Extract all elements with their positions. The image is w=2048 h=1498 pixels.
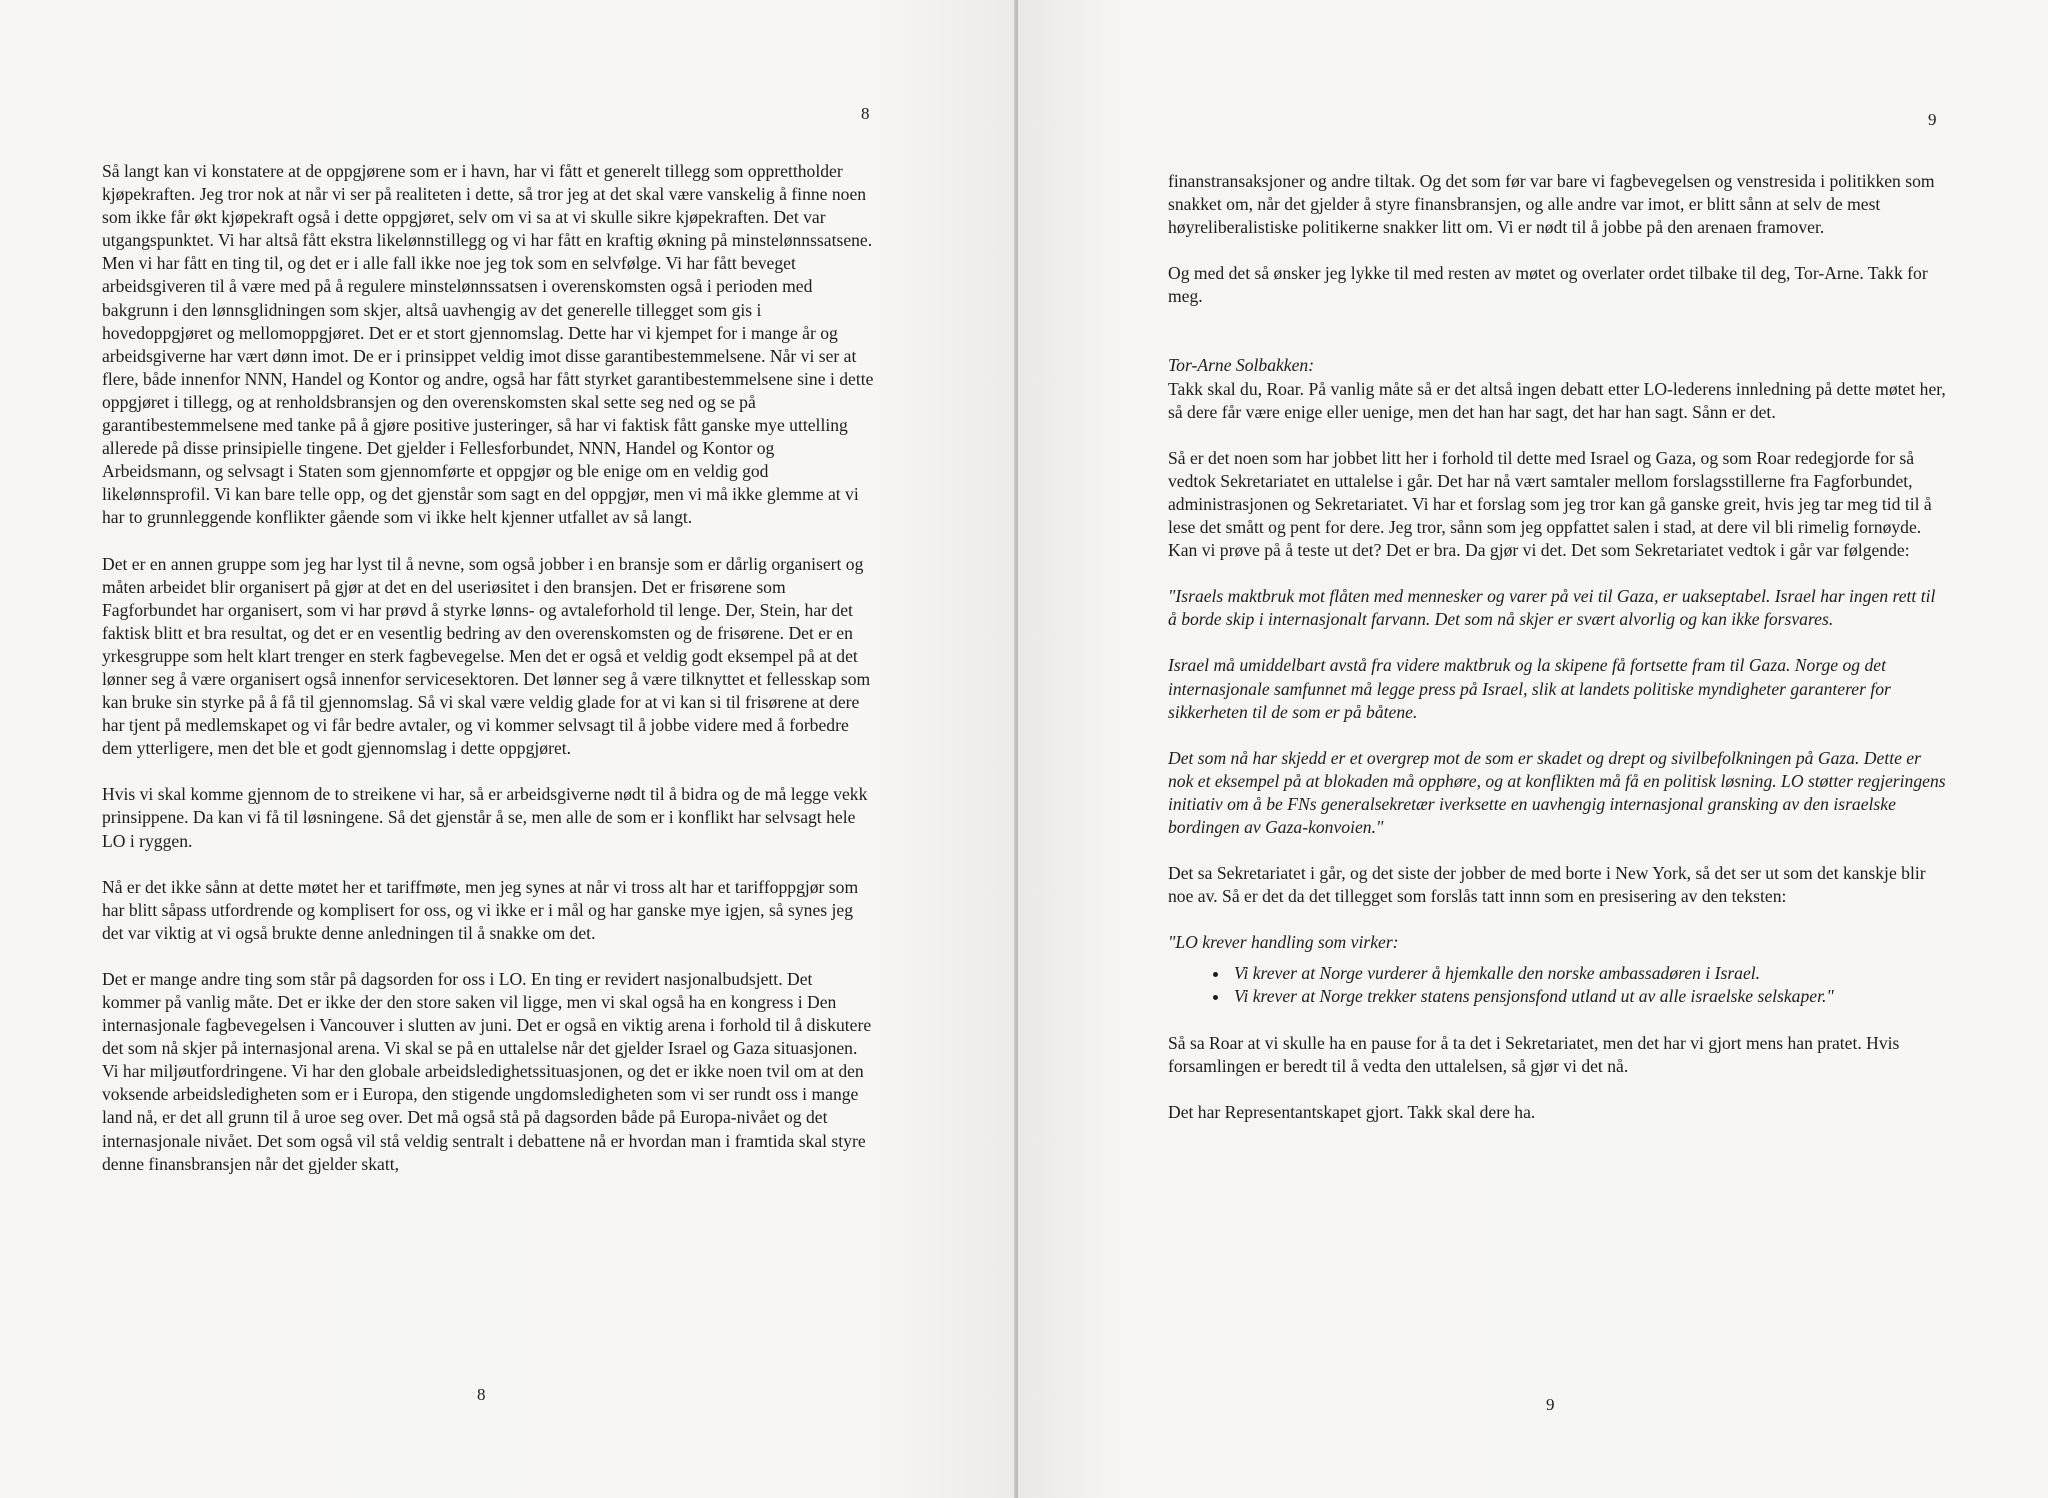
right-page-body [1168,170,1948,1147]
left-page-body [102,160,874,1199]
page-number-top: 9 [1928,110,1937,129]
list-item: • Vi krever at Norge vurderer å hjemkalle den norske ambassadøren i Israel. [1230,962,1948,985]
paragraph: Det sa Sekretariatet i går, og det siste der jobber de med borte i New York, så det ser ut som det kanskje blir noe av. Så er det da det tillegget som forslås tatt innn som en presisering av den teksten: [1168,863,1926,907]
paragraph: Nå er det ikke sånn at dette møtet her et tariffmøte, men jeg synes at når vi tross alt har et tariffoppgjør som har blitt såpass utfordrende og komplisert for oss, og vi ikke er i mål og har ganske mye igjen, så synes jeg det var viktig at vi også brukte denne anledningen til å snakke om det. [102,876,859,943]
paragraph: Det er en annen gruppe som jeg har lyst til å nevne, som også jobber i en bransje som er dårlig organisert og måten arbeidet blir organisert på gjør at det en del useriøsitet i den bransjen. Det er frisørene som Fagforbundet har organisert, som vi har prøvd å styrke lønns- og avtaleforhold til lenge. Der, Stein, har det faktisk blitt et bra resultat, og det er en vesentlig bedring av den overenskomsten og de frisørene. Det er en yrkesgruppe som helt klart trenger en sterk fagbevegelse. Men det er også et veldig godt eksempel på at det lønner seg å være organisert også innenfor servicesektoren. Det lønner seg å være tilknyttet et fellesskap som kan bruke sin styrke på å få til gjennomslag. Så vi skal være veldig glade for at vi kan si til frisørene at dere har tjent på medlemskapet og vi får bedre avtaler, og vi kommer selvsagt til å jobbe videre med å forbedre dem ytterligere, men det ble et godt gjennomslag i dette oppgjøret. [102,553,871,759]
quote-paragraph: Israel må umiddelbart avstå fra videre maktbruk og la skipene få fortsette fram til Gaza. Norge og det internasjonale samfunnet må legge press på Israel, slik at landets politiske myndigheter garanterer for sikkerheten til de som er på båtene. [1168,655,1891,722]
quote-paragraph: "Israels maktbruk mot flåten med mennesker og varer på vei til Gaza, er uakseptabel. Israel har ingen rett til å borde skip i internasjonalt farvann. Det som nå skjer er svært alvorlig og kan ikke forsvares. [1168,586,1936,630]
page-number-bottom: 9 [1546,1395,1555,1414]
demand-list [1168,962,1948,1008]
paragraph: Så langt kan vi konstatere at de oppgjørene som er i havn, har vi fått et generelt tillegg som opprettholder kjøpekraften. Jeg tror nok at når vi ser på realiteten i dette, så tror jeg at det skal være vanskelig å finne noen som ikke får økt kjøpekraft også i dette oppgjøret, selv om vi sa at vi skulle sikre kjøpekraften. Det var utgangspunktet. Vi har altså fått ekstra likelønnstillegg og vi har fått en kraftig økning på minstelønnssatsene. Men vi har fått en ting til, og det er i alle fall ikke noe jeg tok som en selvfølge. Vi har fått beveget arbeidsgiveren til å være med på å regulere minstelønnssatsen i overenskomsten også i perioden med bakgrunn i den lønnsglidningen som skjer, altså uavhengig av det generelle tillegget som gis i hovedoppgjøret og mellomoppgjøret. Det er et stort gjennomslag. Dette har vi kjempet for i mange år og arbeidsgiverne har vært dønn imot. De er i prinsippet veldig imot disse garantibestemmelsene. Når vi ser at flere, både innenfor NNN, Handel og Kontor og andre, også har fått styrket garantibestemmelsene sine i dette oppgjøret i tillegg, og at renholdsbransjen og den overenskomsten skal sette seg ned og se på garantibestemmelsene med tanke på å gjøre positive justeringer, så har vi faktisk fått ganske mye uttelling allerede på disse prinsipielle tingene. Det gjelder i Fellesforbundet, NNN, Handel og Kontor og Arbeidsmann, og selvsagt i Staten som gjennomførte et oppgjør og ble enige om en veldig god likelønnsprofil. Vi kan bare telle opp, og det gjenstår som sagt en del oppgjør, men vi må ikke glemme at vi har to grunnleggende konflikter gående som vi ikke helt kjenner utfallet av så langt. [102,161,874,528]
paragraph: finanstransaksjoner og andre tiltak. Og det som før var bare vi fagbevegelsen og venstresida i politikken som snakket om, når det gjelder å styre finansbransjen, og alle andre var imot, er blitt sånn at selv de mest høyreliberalistiske politikerne snakker litt om. Vi er nødt til å jobbe på den arenaen framover. [1168,171,1935,238]
paragraph: Og med det så ønsker jeg lykke til med resten av møtet og overlater ordet tilbake til deg, Tor-Arne. Takk for meg. [1168,263,1928,307]
paragraph: Så er det noen som har jobbet litt her i forhold til dette med Israel og Gaza, og som Roar redegjorde for så vedtok Sekretariatet en uttalelse i går. Det har nå vært samtaler mellom forslagsstillerne fra Fagforbundet, administrasjonen og Sekretariatet. Vi har et forslag som jeg tror kan gå ganske greit, hvis jeg tar meg tid til å lese det smått og pent for dere. Jeg tror, sånn som jeg oppfattet salen i stad, at dere vil bli rimelig fornøyde. Kan vi prøve på å teste ut det? Det er bra. Da gjør vi det. Det som Sekretariatet vedtok i går var følgende: [1168,447,1932,561]
page-number-bottom: 8 [477,1385,486,1404]
speaker-name: Tor-Arne Solbakken: [1168,355,1315,376]
page-number-top: 8 [861,104,870,123]
paragraph: Det er mange andre ting som står på dagsorden for oss i LO. En ting er revidert nasjonalbudsjett. Det kommer på vanlig måte. Det er ikke der den store saken vil ligge, men vi skal også ha en kongress i Den internasjonale fagbevegelsen i Vancouver i slutten av juni. Det er også en viktig arena i forhold til å diskutere det som nå skjer på internasjonal arena. Vi skal se på en uttalelse når det gjelder Israel og Gaza situasjonen. Vi har miljøutfordringene. Vi har den globale arbeidsledighetssituasjonen, og det er ikke noen tvil om at den voksende arbeidsledigheten som er i Europa, den stigende ungdomsledigheten som vi ser rundt oss i mange land nå, er det all grunn til å uroe seg over. Det må også stå på dagsorden både på Europa-nivået og det internasjonale nivået. Det som også vil stå veldig sentralt i debattene nå er hvordan man i framtida skal styre denne finansbransjen når det gjelder skatt, [102,968,872,1174]
list-item: • Vi krever at Norge trekker statens pensjonsfond utland ut av alle israelske selskaper." [1230,985,1948,1008]
paragraph: Takk skal du, Roar. På vanlig måte så er det altså ingen debatt etter LO-lederens innledning på dette møtet her, så dere får være enige eller uenige, men det han har sagt, det har han sagt. Sånn er det. [1168,378,1946,422]
right-page [1018,0,2048,1498]
quote-paragraph: Det som nå har skjedd er et overgrep mot de som er skadet og drept og sivilbefolkningen på Gaza. Dette er nok et eksempel på at blokaden må opphøre, og at konflikten må få en politisk løsning. LO støtter regjeringens initiativ om å be FNs generalsekretær iverksette en uavhengig internasjonal gransking av den israelske bordingen av Gaza-konvoien." [1168,747,1946,837]
paragraph: Så sa Roar at vi skulle ha en pause for å ta det i Sekretariatet, men det har vi gjort mens han pratet. Hvis forsamlingen er beredt til å vedta den uttalelsen, så gjør vi det nå. [1168,1032,1900,1076]
paragraph: Hvis vi skal komme gjennom de to streikene vi har, så er arbeidsgiverne nødt til å bidra og de må legge vekk prinsippene. Da kan vi få til løsningene. Så det gjenstår å se, men alle de som er i konflikt har selvsagt hele LO i ryggen. [102,784,868,851]
demand-intro: "LO krever handling som virker: [1168,932,1399,953]
left-page [0,0,1016,1498]
paragraph: Det har Representantskapet gjort. Takk skal dere ha. [1168,1101,1536,1122]
